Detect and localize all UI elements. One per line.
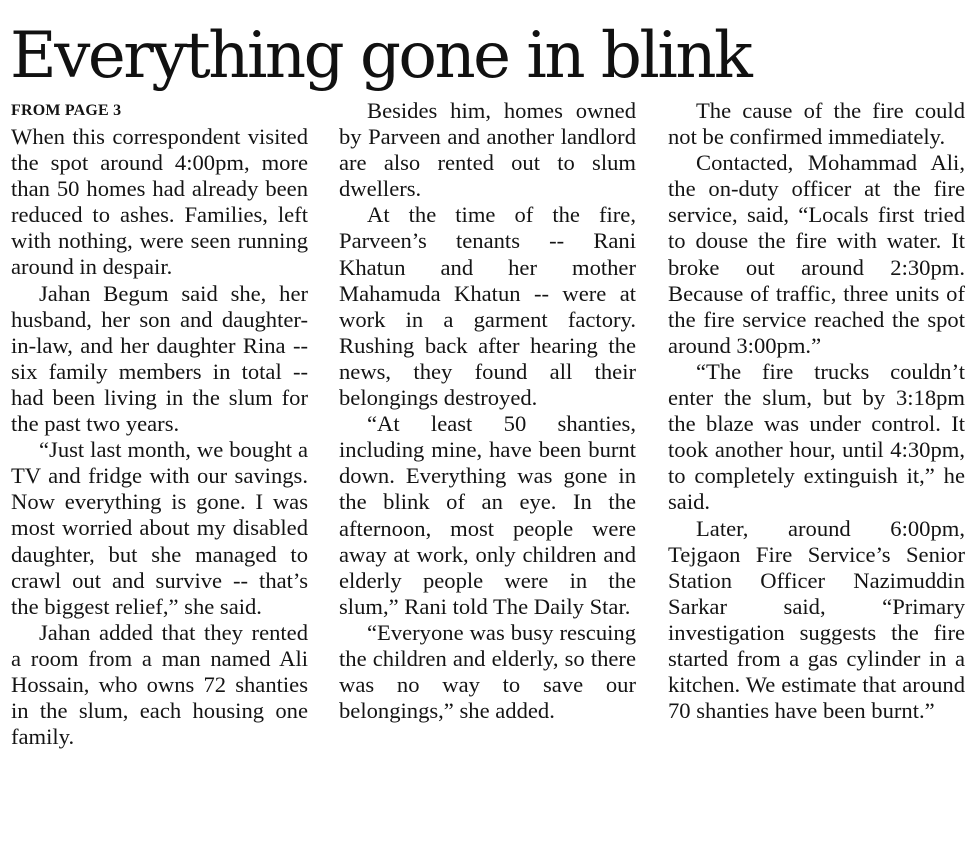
paragraph: Later, around 6:00pm, Tejgaon Fire Service’s Senior Station Officer Nazimuddin Sarkar said, “Primary investigation suggests the fire started from a gas cylinder in a kitchen. We estimate that around 70 shanties have been burnt.” (668, 515, 965, 724)
paragraph: The cause of the fire could not be confirmed immediately. (668, 98, 965, 150)
kicker: FROM PAGE 3 (11, 102, 122, 119)
paragraph: Besides him, homes owned by Parveen and another landlord are also rented out to slum dwellers. (339, 98, 636, 202)
paragraph: “Everyone was busy rescuing the children and elderly, so there was no way to save our belongings,” she added. (339, 619, 636, 724)
paragraph: When this correspondent visited the spot around 4:00pm, more than 50 homes had already been reduced to ashes. Families, left with nothing, were seen running around in despair. (11, 124, 308, 280)
paragraph: Jahan Begum said she, her husband, her son and daughter-in-law, and her daughter Rina -- six family members in total -- had been living in the slum for the past two years. (11, 280, 308, 437)
paragraph: Contacted, Mohammad Ali, the on-duty officer at the fire service, said, “Locals first tried to douse the fire with water. It broke out around 2:30pm. Because of traffic, three units of the fire service reached the spot around 3:00pm.” (668, 150, 965, 358)
article-column-1 (11, 98, 308, 750)
paragraph: Jahan added that they rented a room from a man named Ali Hossain, who owns 72 shanties in the slum, each housing one family. (11, 619, 308, 750)
paragraph: “At least 50 shanties, including mine, have been burnt down. Everything was gone in the blink of an eye. In the afternoon, most people were away at work, only children and elderly people were in the slum,” Rani told The Daily Star. (339, 411, 636, 619)
article-column-2 (339, 98, 636, 724)
paragraph: “The fire trucks couldn’t enter the slum, but by 3:18pm the blaze was under control. It took another hour, until 4:30pm, to completely extinguish it,” he said. (668, 358, 965, 515)
paragraph: “Just last month, we bought a TV and fridge with our savings. Now everything is gone. I was most worried about my disabled daughter, but she managed to crawl out and survive -- that’s the biggest relief,” she said. (11, 437, 308, 619)
article-column-3 (668, 98, 965, 724)
headline: Everything gone in blink (10, 19, 751, 93)
paragraph: At the time of the fire, Parveen’s tenants -- Rani Khatun and her mother Mahamuda Khatun -- were at work in a garment factory. Rushing back after hearing the news, they found all their belongings destroyed. (339, 202, 636, 411)
